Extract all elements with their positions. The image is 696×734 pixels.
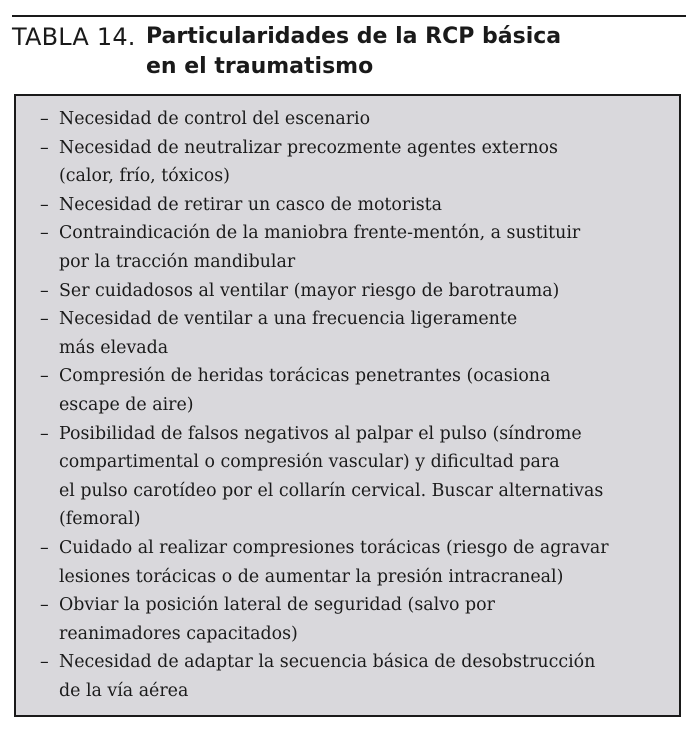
list-item-text: lesiones torácicas o de aumentar la presión intracraneal)	[59, 566, 564, 587]
dash-bullet: –	[40, 223, 49, 244]
list-item-text: Necesidad de control del escenario	[59, 109, 371, 129]
table-number: TABLA 14.	[12, 23, 136, 51]
table-title	[146, 22, 561, 82]
list-item-text: (femoral)	[59, 509, 141, 530]
list-item-text: Necesidad de ventilar a una frecuencia ligeramente	[59, 309, 518, 330]
list-item-text: Necesidad de retirar un casco de motorista	[59, 194, 443, 215]
list-item-text: escape de aire)	[59, 394, 194, 415]
dash-bullet: –	[40, 309, 49, 330]
dash-bullet: –	[40, 366, 49, 387]
list-item	[40, 191, 680, 220]
list-item	[40, 134, 680, 191]
list-item-text: por la tracción mandibular	[59, 251, 296, 272]
list-item-text: Necesidad de adaptar la secuencia básica de desobstrucción	[59, 652, 596, 673]
list-item	[40, 534, 680, 591]
table-title-line: en el traumatismo	[146, 54, 374, 79]
list-item-text: compartimental o compresión vascular) y dificultad para	[59, 452, 560, 473]
list-item	[40, 591, 680, 648]
list-item-text: (calor, frío, tóxicos)	[59, 166, 230, 187]
list-item	[40, 362, 680, 419]
list-item-text: Cuidado al realizar compresiones torácicas (riesgo de agravar	[59, 537, 609, 558]
list-item	[40, 277, 680, 306]
table-box	[14, 94, 681, 717]
list-item-text: reanimadores capacitados)	[59, 623, 298, 644]
list-item-text: más elevada	[59, 337, 169, 358]
item-list	[40, 105, 680, 705]
dash-bullet: –	[40, 423, 49, 444]
list-item-text: Posibilidad de falsos negativos al palpar el pulso (síndrome	[59, 423, 582, 444]
dash-bullet: –	[40, 194, 49, 215]
table-title-line: Particularidades de la RCP básica	[146, 24, 562, 49]
list-item	[40, 105, 680, 134]
list-item-text: Obviar la posición lateral de seguridad (salvo por	[59, 595, 495, 616]
dash-bullet: –	[40, 137, 49, 158]
list-item	[40, 305, 680, 362]
list-item-text: Contraindicación de la maniobra frente-mentón, a sustituir	[59, 223, 581, 244]
list-item-text: el pulso carotídeo por el collarín cervical. Buscar alternativas	[59, 480, 604, 501]
list-item	[40, 219, 680, 276]
dash-bullet: –	[40, 537, 49, 558]
list-item-text: Necesidad de neutralizar precozmente agentes externos	[59, 137, 558, 158]
dash-bullet: –	[40, 652, 49, 673]
dash-bullet: –	[40, 280, 49, 301]
list-item-text: de la vía aérea	[59, 680, 189, 701]
list-item-text: Compresión de heridas torácicas penetrantes (ocasiona	[59, 366, 551, 387]
list-item	[40, 420, 680, 534]
list-item-text: Ser cuidadosos al ventilar (mayor riesgo de barotrauma)	[59, 280, 560, 301]
top-rule	[12, 15, 686, 17]
list-item	[40, 648, 680, 705]
dash-bullet: –	[40, 595, 49, 616]
dash-bullet: –	[40, 109, 49, 129]
